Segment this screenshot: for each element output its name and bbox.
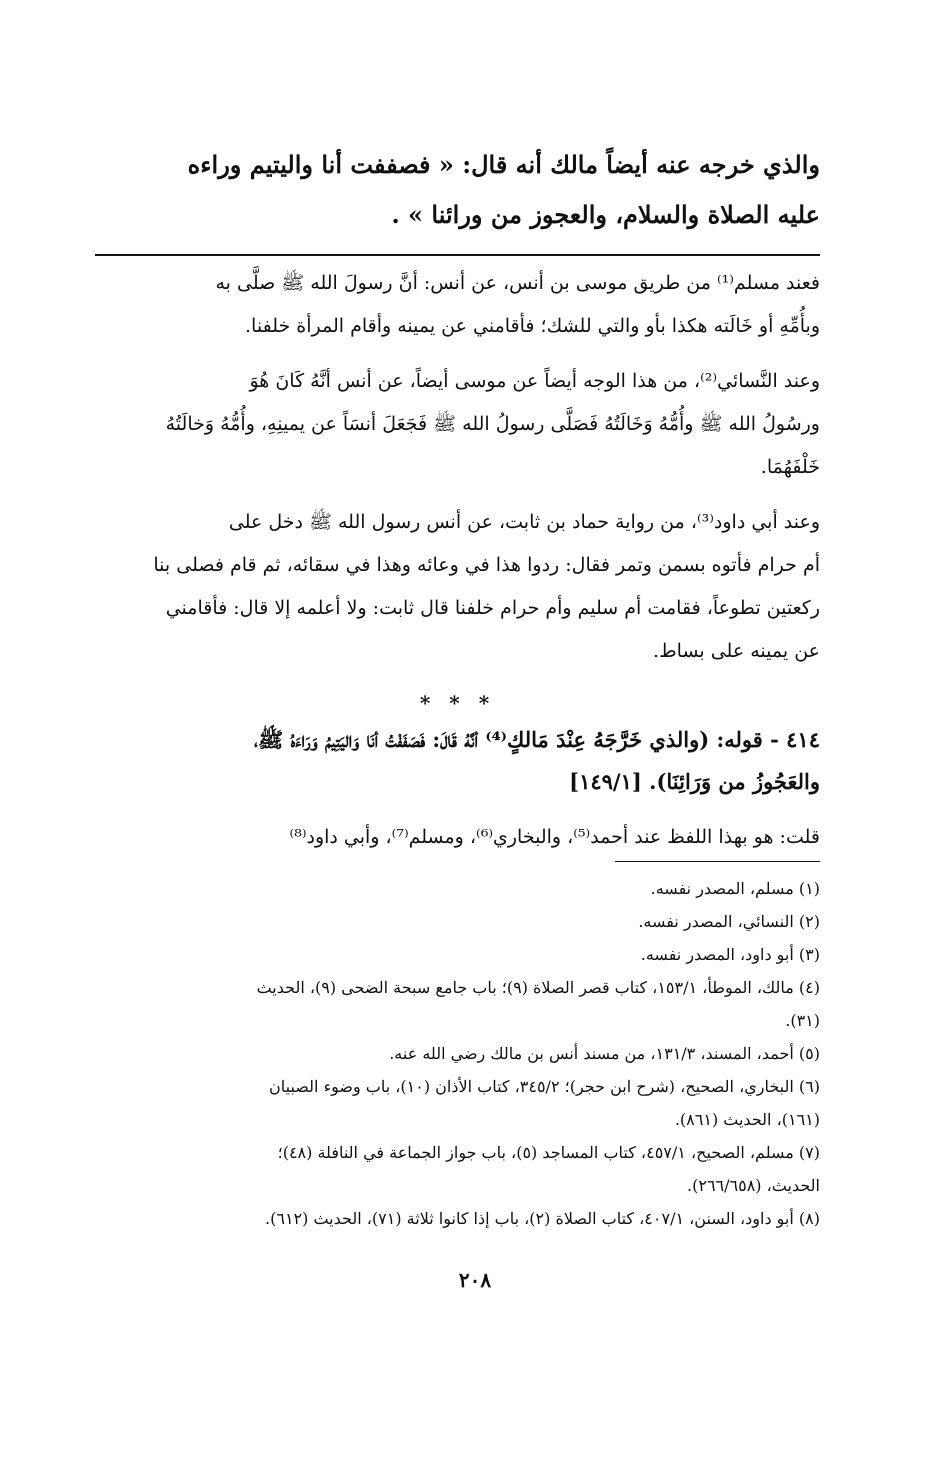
text-line: وبأُمِّهِ أو خَالَته هكذا بأو والتي للشك؛ فأقامني عن يمينه وأقام المرأة خلفنا.: [245, 315, 820, 337]
text-line: عن يمينه على بساط.: [653, 640, 820, 662]
reference-paragraph-muslim: [95, 262, 820, 348]
footnote-line: (٦) البخاري، الصحيح، (شرح ابن حجر)؛ ٣٤٥/٢، كتاب الأذان (١٠)، باب وضوء الصبيان: [269, 1077, 820, 1096]
footnote-line: الحديث، (٢٦٦/٦٥٨).: [687, 1176, 820, 1195]
footnote-line: (١٦١)، الحديث (٨٦١).: [674, 1110, 820, 1129]
footnote-line: (٨) أبو داود، السنن، ٤٠٧/١، كتاب الصلاة (٢)، باب إذا كانوا ثلاثة (٧١)، الحديث (٦١٢).: [265, 1209, 820, 1228]
footnote-2: [95, 905, 820, 938]
page-number: ٢٠٨: [458, 1268, 492, 1292]
footnotes: [95, 872, 820, 1235]
footnote-7: [95, 1136, 820, 1202]
asterism-separator: * * *: [419, 691, 496, 715]
footnote-line: (٥) أحمد، المسند، ١٣١/٣، من مسند أنس بن مالك رضي الله عنه.: [389, 1044, 820, 1063]
entry-414: [95, 719, 820, 803]
footnote-line: (٢) النسائي، المصدر نفسه.: [638, 912, 820, 931]
footnote-5: [95, 1037, 820, 1070]
text-line: أم حرام فأتوه بسمن وتمر فقال: ردوا هذا في وعائه وهذا في سقائه، ثم قام فصلى بنا: [153, 554, 820, 576]
text-line: ٤١٤ - قوله: (والذي خَرَّجَهُ عِنْدَ مَالكٍ⁽⁴⁾ أنَّهُ قَالَ: فَصَفَفْتُ أنَا وَاليَتِيمُ وَرَاءَهُ ﷺ،: [254, 727, 820, 752]
footnote-4: [95, 971, 820, 1037]
text-line: قلت: هو بهذا اللفظ عند أحمد⁽⁵⁾، والبخاري⁽⁶⁾، ومسلم⁽⁷⁾، وأبي داود⁽⁸⁾: [289, 826, 820, 848]
footnote-line: (٣١).: [785, 1011, 820, 1030]
text-line: فعند مسلم⁽¹⁾ من طريق موسى بن أنس، عن أنس: أنَّ رسولَ الله ﷺ صلَّى به: [215, 272, 820, 294]
footnote-1: [95, 872, 820, 905]
footnote-divider: [615, 861, 820, 862]
footnote-line: (٤) مالك، الموطأ، ١٥٣/١، كتاب قصر الصلاة (٩)؛ باب جامع سبحة الضحى (٩)، الحديث: [256, 978, 820, 997]
footnote-line: (٣) أبو داود، المصدر نفسه.: [640, 945, 820, 964]
footnote-line: (١) مسلم، المصدر نفسه.: [650, 879, 820, 898]
footnote-line: (٧) مسلم، الصحيح، ٤٥٧/١، كتاب المساجد (٥)، باب جواز الجماعة في النافلة (٤٨)؛: [277, 1143, 820, 1162]
reference-paragraph-nasai: [95, 360, 820, 489]
text-line: والعَجُوزُ من وَرَائِنَا). [١٤٩/١]: [569, 769, 820, 794]
text-line: وعند أبي داود⁽³⁾، من رواية حماد بن ثابت، عن أنس رسول الله ﷺ دخل على: [228, 511, 820, 533]
text-line: خَلْفَهُمَا.: [760, 456, 820, 478]
text-line: والذي خرجه عنه أيضاً مالك أنه قال: « فصففت أنا واليتيم وراءه: [187, 150, 820, 179]
text-line: وعند النَّسائي⁽²⁾، من هذا الوجه أيضاً عن موسى أيضاً، عن أنس أنَّهُ كَانَ هُوَ: [249, 370, 820, 392]
text-line: ورسُولُ الله ﷺ وأُمُّهُ وَخَالَتُهُ فَصَلَّى رسولُ الله ﷺ فَجَعَلَ أنسَاً عن يمينِهِ، وأُمُّهُ وَخالَتُهُ: [165, 413, 820, 435]
continuation-text: [95, 140, 820, 240]
text-line: عليه الصلاة والسلام، والعجوز من ورائنا » .: [391, 200, 820, 229]
footnote-8: [95, 1202, 820, 1235]
footnote-3: [95, 938, 820, 971]
reference-paragraph-abu-dawud: [95, 501, 820, 673]
section-divider: [95, 254, 820, 256]
text-line: ركعتين تطوعاً، فقامت أم سليم وأم حرام خلفنا قال ثابت: ولا أعلمه إلا قال: فأقامني: [165, 597, 820, 619]
footnote-6: [95, 1070, 820, 1136]
comment-paragraph: [95, 817, 820, 857]
book-page: [95, 140, 820, 1235]
